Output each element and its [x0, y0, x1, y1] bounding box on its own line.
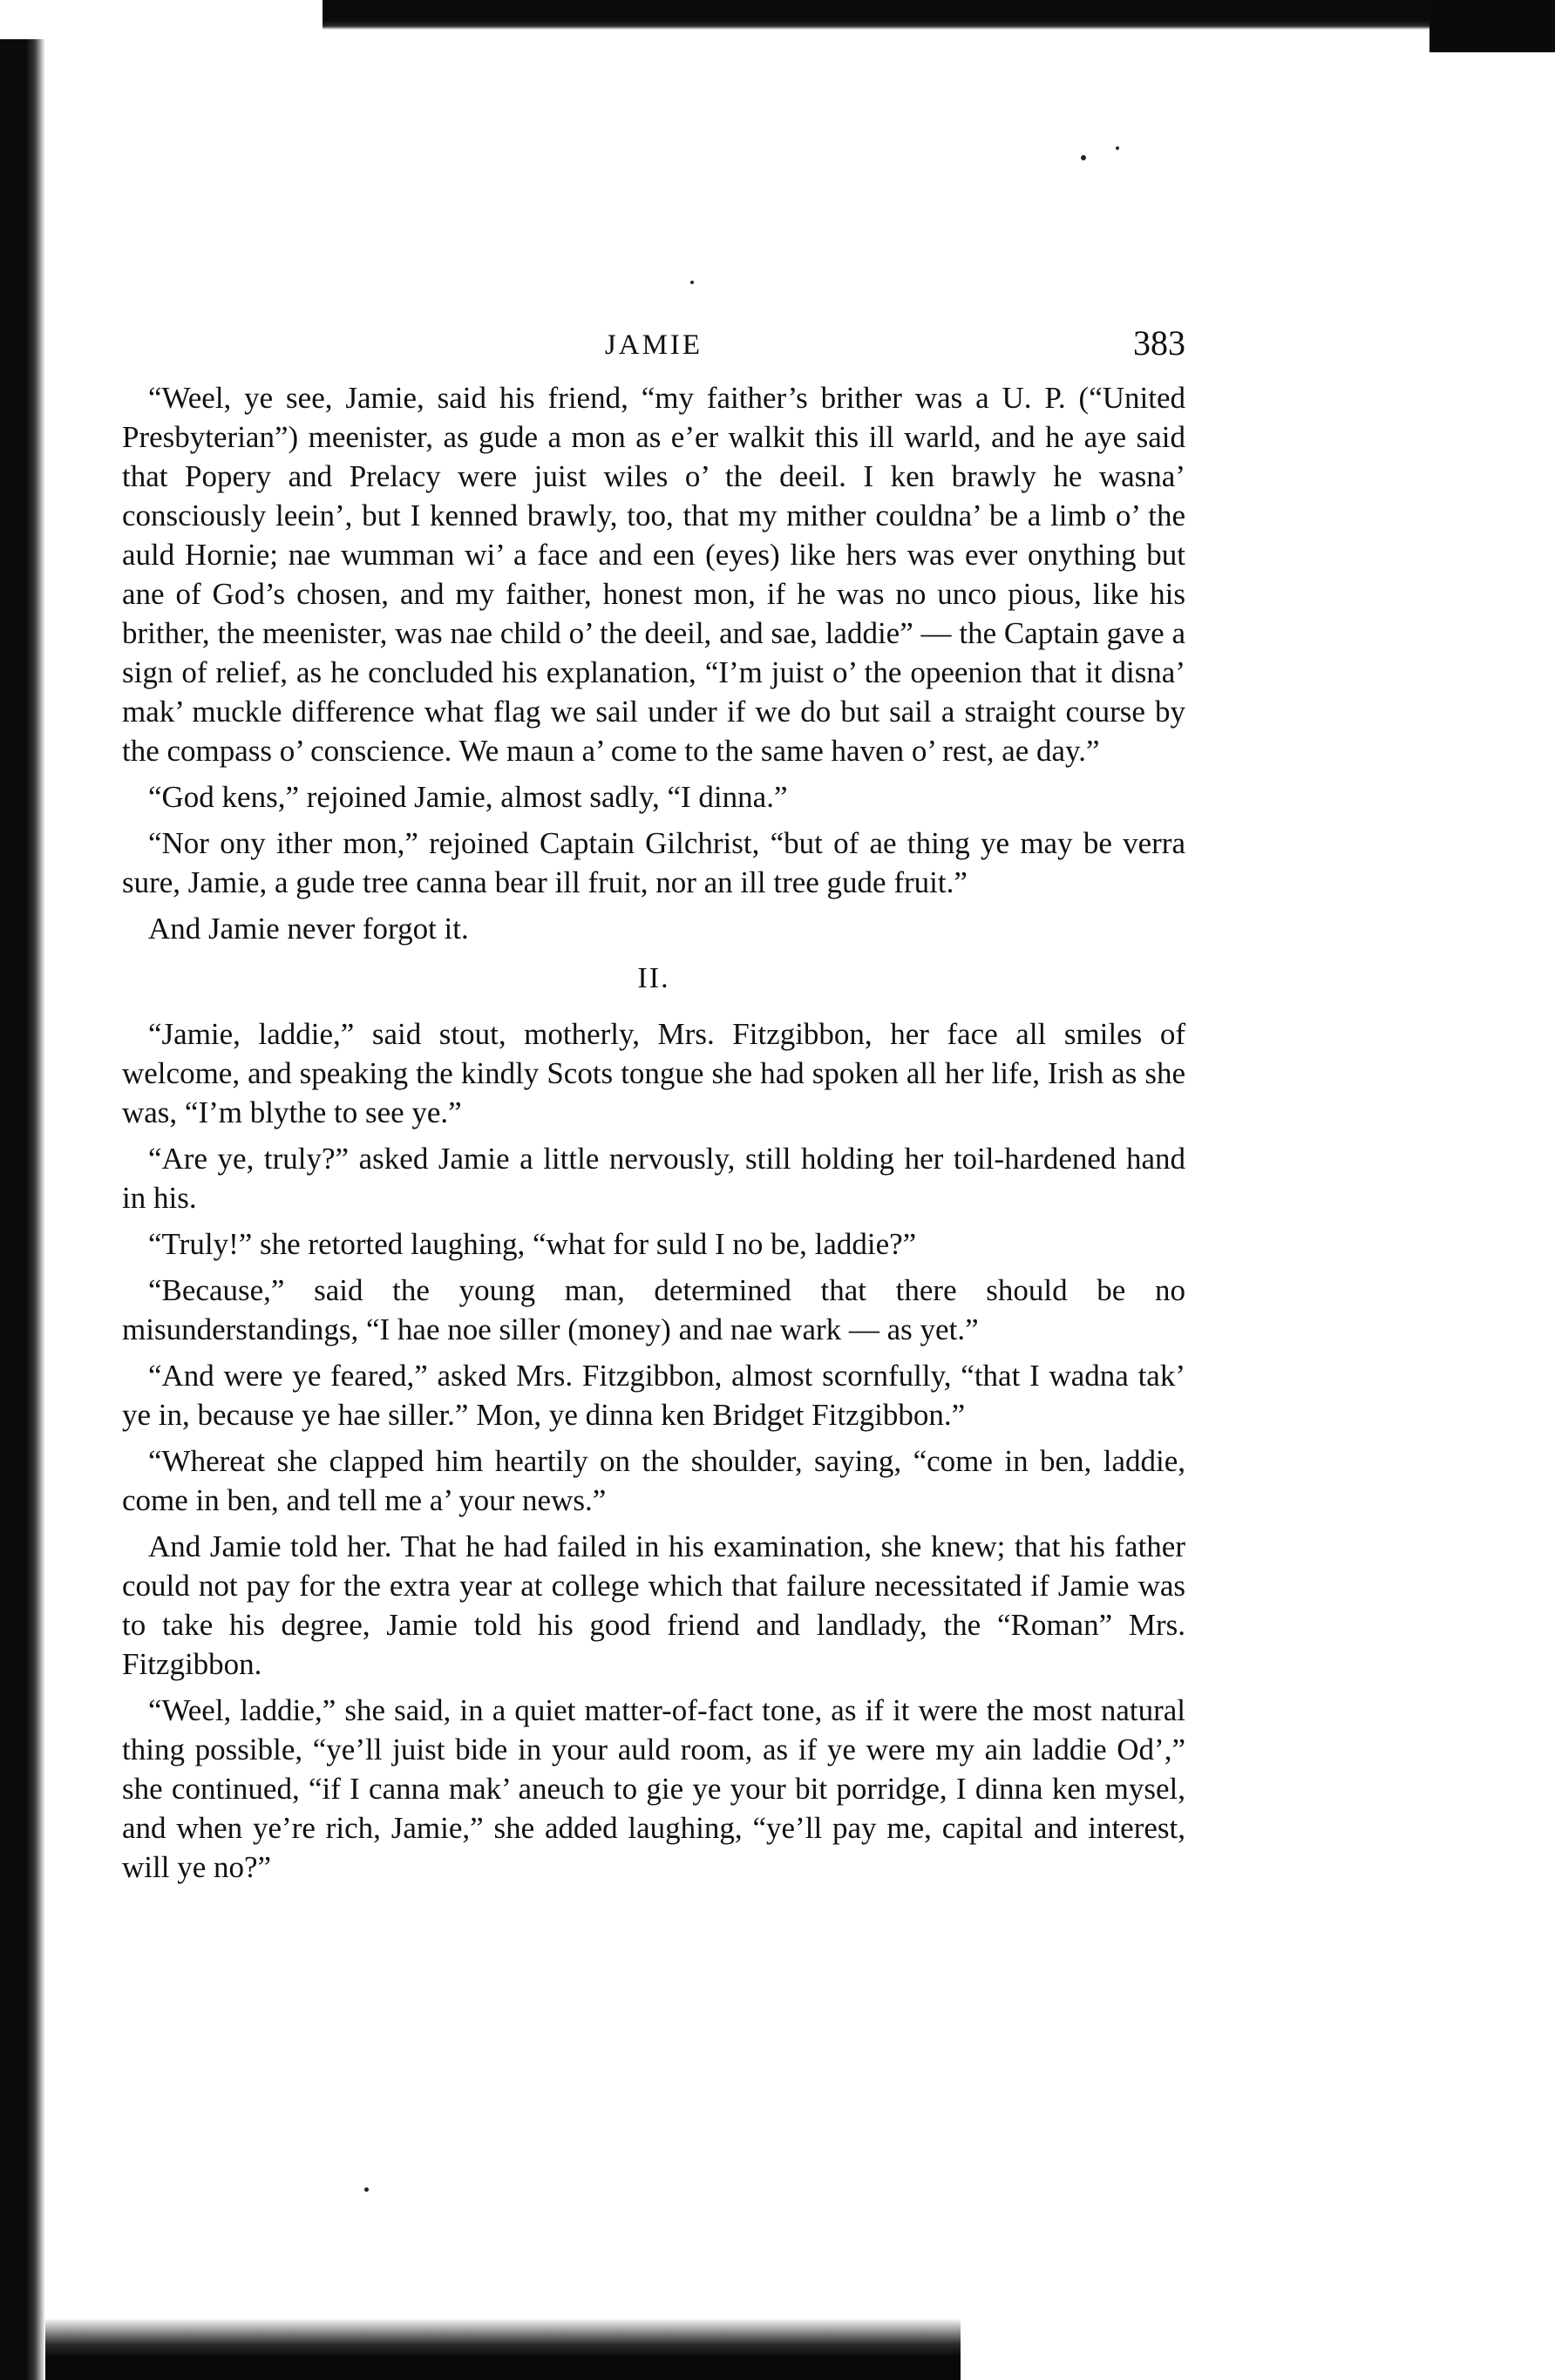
paragraph: “And were ye feared,” asked Mrs. Fitzgibbon, almost scornfully, “that I wadna tak’ ye in, because ye hae siller.” Mon, ye dinna ken Bridget Fitzgibbon.”: [122, 1359, 1185, 1432]
scan-speck: [1116, 146, 1119, 150]
paragraph: “God kens,” rejoined Jamie, almost sadly, “I dinna.”: [148, 780, 788, 814]
section-heading: II.: [637, 962, 670, 994]
page-number: 383: [1133, 323, 1185, 363]
section-one: [122, 378, 1185, 948]
scan-speck: [364, 2187, 369, 2192]
paragraph: “Are ye, truly?” asked Jamie a little nervously, still holding her toil-hardened hand in his.: [122, 1142, 1185, 1215]
scan-speck: [690, 281, 694, 284]
paragraph: “Jamie, laddie,” said stout, motherly, Mrs. Fitzgibbon, her face all smiles of welcome, and speaking the kindly Scots tongue she had spoken all her life, Irish as she was, “I’m blythe to see ye.”: [122, 1017, 1185, 1129]
paragraph: “Whereat she clapped him heartily on the shoulder, saying, “come in ben, laddie, come in ben, and tell me a’ your news.”: [122, 1444, 1185, 1517]
running-header: [122, 314, 1185, 366]
paragraph: And Jamie never forgot it.: [148, 912, 469, 946]
paragraph: “Weel, ye see, Jamie, said his friend, “my faither’s brither was a U. P. (“United Presbyterian”) meenister, as gude a mon as e’er walkit this ill warld, and he aye said that Popery and Prelacy were juist wiles o’ the deeil. I ken brawly he wasna’ consciously leein’, but I kenned brawly, too, that my mither couldna’ be a limb o’ the auld Hornie; nae wumman wi’ a face and een (eyes) like hers was ever onything but ane of God’s chosen, and my faither, honest mon, if he was no unco pious, like his brither, the meenister, was nae child o’ the deeil, and sae, laddie” — the Captain gave a sign of relief, as he concluded his explanation, “I’m juist o’ the opeenion that it disna’ mak’ muckle difference what flag we sail under if we do but sail a straight course by the compass o’ conscience. We maun a’ come to the same haven o’ rest, ae day.”: [122, 381, 1185, 768]
book-page: [122, 314, 1185, 1894]
paragraph: “Truly!” she retorted laughing, “what for suld I no be, laddie?”: [148, 1227, 917, 1261]
scan-speck: [1081, 155, 1086, 160]
scan-edge-top: [323, 0, 1555, 51]
paragraph: “Weel, laddie,” she said, in a quiet matter-of-fact tone, as if it were the most natural thing possible, “ye’ll juist bide in your auld room, as if ye were my ain laddie Od’,” she continued, “if I canna mak’ aneuch to gie ye your bit porridge, I dinna ken mysel, and when ye’re rich, Jamie,” she added laughing, “ye’ll pay me, capital and interest, will ye no?”: [122, 1693, 1185, 1884]
scan-edge-top-right: [1429, 0, 1555, 52]
paragraph: “Because,” said the young man, determined that there should be no misunderstandings, “I hae noe siller (money) and nae wark — as yet.”: [122, 1273, 1185, 1346]
section-two: [122, 962, 1185, 1887]
paragraph: And Jamie told her. That he had failed in his examination, she knew; that his father could not pay for the extra year at college which that failure necessitated if Jamie was to take his degree, Jamie told his good friend and landlady, the “Roman” Mrs. Fitzgibbon.: [122, 1529, 1185, 1681]
paragraph: “Nor ony ither mon,” rejoined Captain Gilchrist, “but of ae thing ye may be verra sure, Jamie, a gude tree canna bear ill fruit, nor an ill tree gude fruit.”: [122, 826, 1185, 899]
scan-edge-left: [0, 39, 45, 2380]
running-title: JAMIE: [604, 329, 703, 361]
scan-edge-bottom: [45, 2318, 961, 2380]
